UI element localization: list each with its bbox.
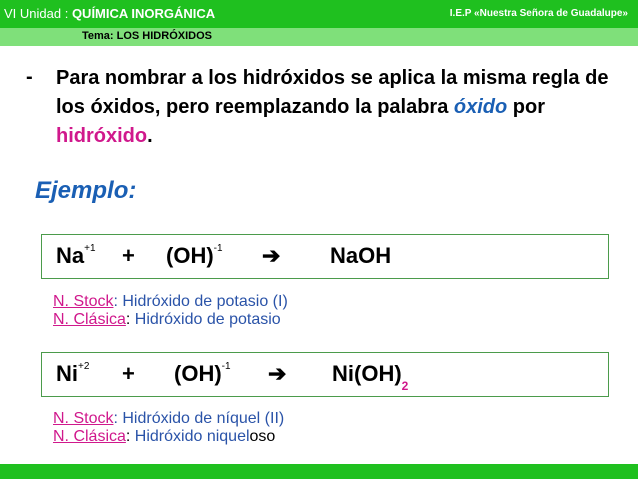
stock-name-row: N. Stock: Hidróxido de potasio (I): [53, 293, 288, 310]
names-naoh: [53, 293, 288, 329]
school-name: I.E.P «Nuestra Señora de Guadalupe»: [449, 8, 628, 19]
arrow-icon: ➔: [268, 361, 287, 386]
example-title: Ejemplo:: [35, 177, 137, 204]
cation: $Ni^{+2}$: [56, 360, 90, 386]
stock-name-row: N. Stock: Hidróxido de níquel (II): [53, 410, 285, 427]
product: NaOH: [330, 243, 392, 268]
unit-prefix: VI Unidad :: [4, 6, 72, 21]
header-bar: [0, 0, 638, 28]
plus-sign: +: [122, 243, 135, 268]
equation-box-naoh: [41, 234, 609, 279]
topic-label: Tema: LOS HIDRÓXIDOS: [82, 30, 212, 42]
anion: (OH)$^{-1}$: [166, 242, 223, 268]
rule-paragraph: Para nombrar a los hidróxidos se aplica la misma regla de los óxidos, pero reemplazando la palabra óxido por hidróxido.: [56, 67, 609, 147]
arrow-icon: ➔: [262, 243, 281, 268]
clasica-name-row: N. Clásica: Hidróxido niqueloso: [53, 428, 276, 445]
anion: (OH)$^{-1}$: [174, 360, 231, 386]
unit-label: [4, 6, 215, 21]
product: $Ni(OH)_2$: [332, 361, 409, 394]
equation-box-nioh2: [41, 352, 609, 397]
names-nioh2: [53, 410, 284, 446]
cation: $Na^{+1}$: [56, 242, 96, 268]
clasica-name-row: N. Clásica: Hidróxido de potasio: [53, 311, 281, 328]
unit-title: QUÍMICA INORGÁNICA: [71, 6, 216, 21]
bullet-dash: -: [26, 66, 33, 88]
footer-bar: [0, 464, 638, 479]
topic-bar: [0, 28, 638, 46]
word-hidroxido: hidróxido: [56, 125, 148, 147]
plus-sign: +: [122, 361, 135, 386]
word-oxido: óxido: [453, 96, 508, 118]
